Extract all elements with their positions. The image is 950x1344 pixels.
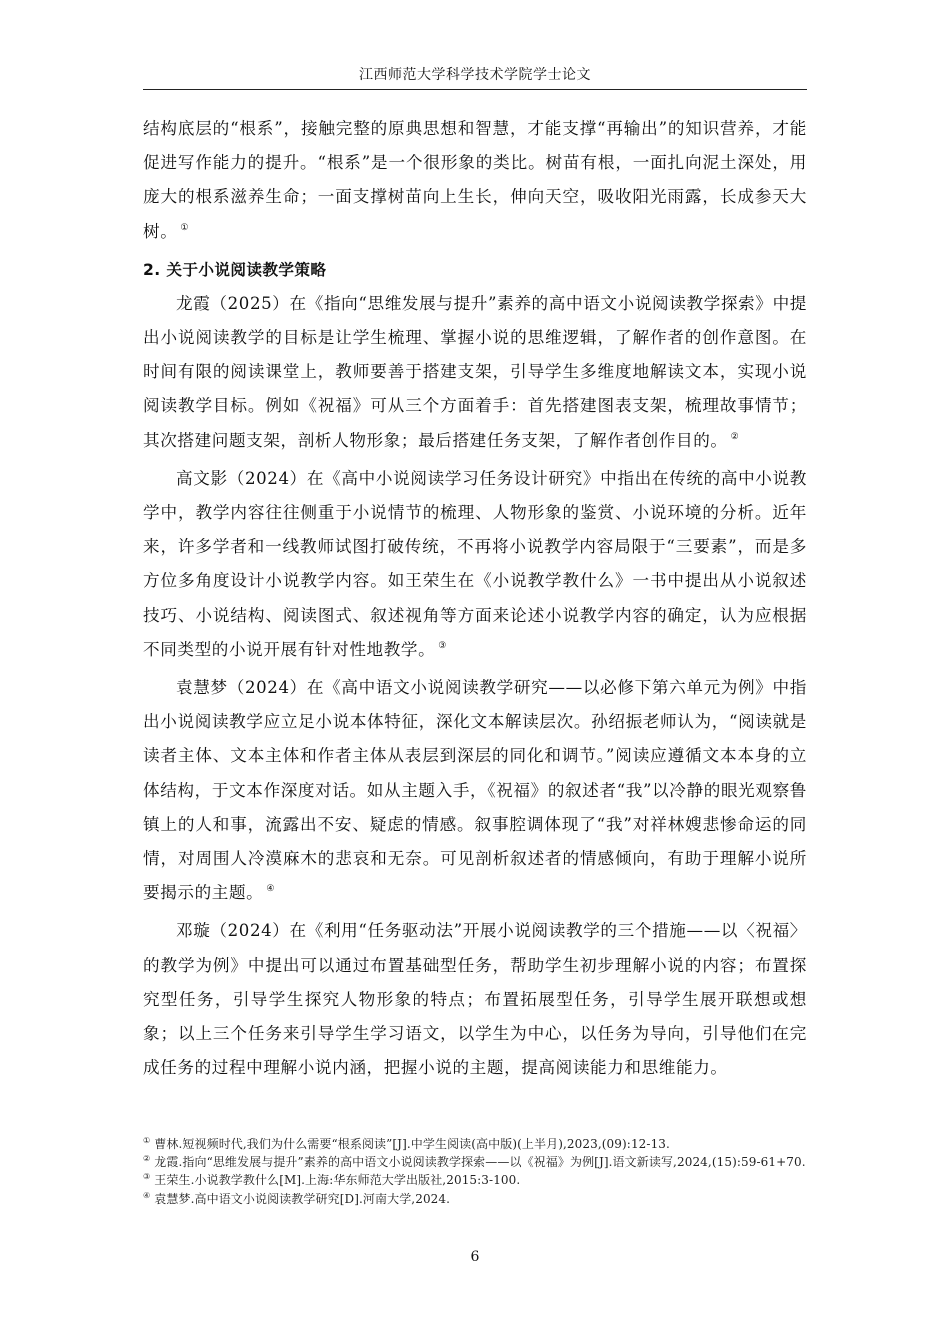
running-header: 江西师范大学科学技术学院学士论文 — [359, 67, 591, 83]
paragraph-text: 袁慧梦（2024）在《高中语文小说阅读教学研究——以必修下第六单元为例》中指出小说阅读教学应立足小说本体特征，深化文本解读层次。孙绍振老师认为，“阅读就是读者主体、文本主体和作者主体从表层到深层的同化和调节。”阅读应遵循文本本身的立体结构，于文本作深度对话。如从主题入手，《祝福》的叙述者“我”以冷静的眼光观察鲁镇上的人和事，流露出不安、疑虑的情感。叙事腔调体现了“我”对祥林嫂悲惨命运的同情，对周围人冷漠麻木的悲哀和无奈。可见剖析叙述者的情感倾向，有助于理解小说所要揭示的主题。 — [143, 678, 807, 903]
paragraph-gao-wenying — [143, 462, 807, 667]
footnote-text: 袁慧梦.高中语文小说阅读教学研究[D].河南大学,2024. — [154, 1191, 451, 1206]
footnote-ref-3[interactable]: ③ — [438, 640, 447, 651]
footnote-mark: ④ — [143, 1190, 151, 1200]
paragraph-deng-xuan — [143, 914, 807, 1085]
footnote-4 — [143, 1190, 807, 1208]
page-number: 6 — [470, 1249, 480, 1265]
footnote-text: 曹林.短视频时代,我们为什么需要“根系阅读”[J].中学生阅读(高中版)(上半月),2023,(09):12-13. — [154, 1137, 670, 1151]
footnote-3 — [143, 1171, 807, 1189]
paragraph-text: 高文影（2024）在《高中小说阅读学习任务设计研究》中指出在传统的高中小说教学中，教学内容往往侧重于小说情节的梳理、人物形象的鉴赏、小说环境的分析。近年来，许多学者和一线教师试图打破传统，不再将小说教学内容局限于“三要素”，而是多方位多角度设计小说教学内容。如王荣生在《小说教学教什么》一书中提出从小说叙述技巧、小说结构、阅读图式、叙述视角等方面来论述小说教学内容的确定，认为应根据不同类型的小说开展有针对性地教学。 — [143, 468, 807, 659]
footnotes — [143, 1135, 807, 1208]
section-heading: 2. 关于小说阅读教学策略 — [143, 260, 327, 279]
footnote-2 — [143, 1153, 807, 1171]
footnote-1 — [143, 1135, 807, 1153]
paragraph-text: 龙霞（2025）在《指向“思维发展与提升”素养的高中语文小说阅读教学探索》中提出小说阅读教学的目标是让学生梳理、掌握小说的思维逻辑，了解作者的创作意图。在时间有限的阅读课堂上，教师要善于搭建支架，引导学生多维度地解读文本，实现小说阅读教学目标。例如《祝福》可从三个方面着手：首先搭建图表支架，梳理故事情节；其次搭建问题支架，剖析人物形象；最后搭建任务支架，了解作者创作目的。 — [143, 293, 807, 450]
paragraph-yuan-huimeng — [143, 671, 807, 910]
footnote-ref-1[interactable]: ① — [180, 222, 190, 233]
paragraph-roots-reading — [143, 112, 807, 249]
header-divider — [143, 89, 807, 90]
footnote-ref-4[interactable]: ④ — [266, 884, 276, 895]
paragraph-long-xia — [143, 287, 807, 458]
footnote-mark: ③ — [143, 1172, 151, 1182]
footnote-text: 王荣生.小说教学教什么[M].上海:华东师范大学出版社,2015:3-100. — [154, 1173, 521, 1188]
paragraph-text: 结构底层的“根系”，接触完整的原典思想和智慧，才能支撑“再输出”的知识营养，才能促进写作能力的提升。“根系”是一个很形象的类比。树苗有根，一面扎向泥土深处，用庞大的根系滋养生命；一面支撑树苗向上生长，伸向天空，吸收阳光雨露，长成参天大树。 — [143, 119, 807, 241]
footnote-ref-2[interactable]: ② — [730, 431, 740, 442]
page-body — [143, 112, 807, 1085]
footnote-mark: ① — [143, 1136, 151, 1145]
footnote-text: 龙霞.指向“思维发展与提升”素养的高中语文小说阅读教学探索——以《祝福》为例[J].语文新读写,2024,(15):59-61+70. — [154, 1155, 806, 1170]
footnote-mark: ② — [143, 1154, 151, 1164]
paragraph-text: 邓璇（2024）在《利用“任务驱动法”开展小说阅读教学的三个措施——以〈祝福〉的教学为例》中提出可以通过布置基础型任务，帮助学生初步理解小说的内容；布置探究型任务，引导学生探究人物形象的特点；布置拓展型任务，引导学生展开联想或想象；以上三个任务来引导学生学习语文，以学生为中心，以任务为导向，引导他们在完成任务的过程中理解小说内涵，把握小说的主题，提高阅读能力和思维能力。 — [143, 921, 807, 1078]
